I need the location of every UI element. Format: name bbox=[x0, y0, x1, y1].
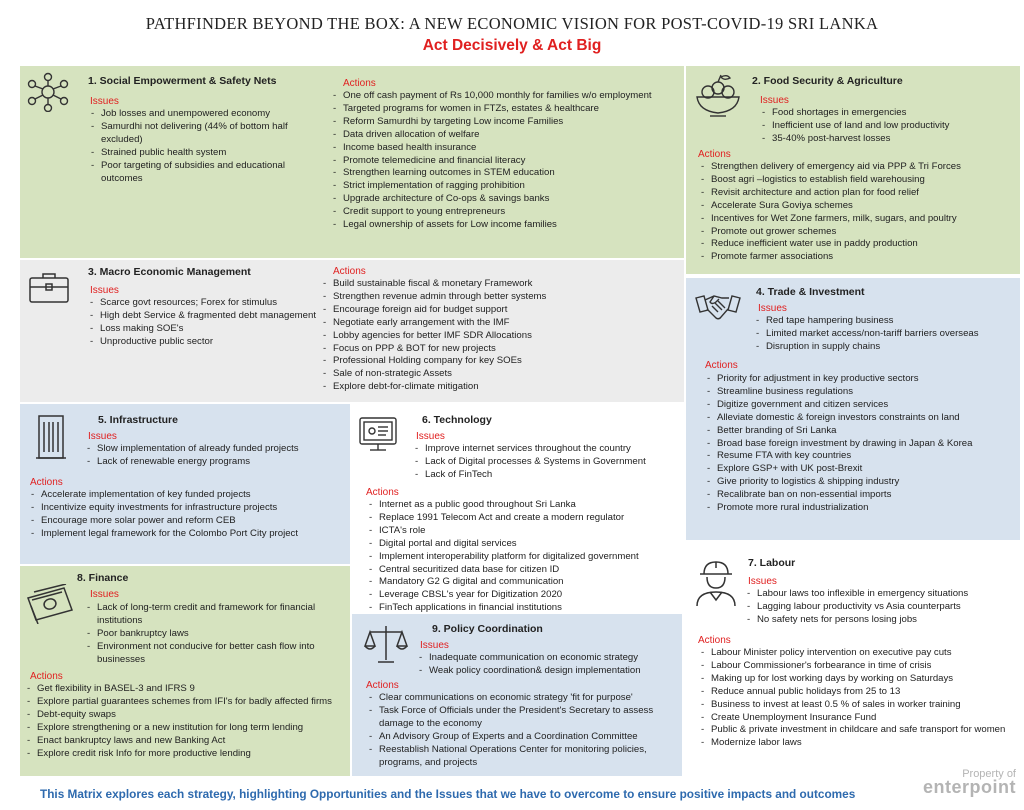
action-item: - Negotiate early arrangement with the IMF bbox=[320, 317, 660, 330]
money-icon bbox=[26, 584, 76, 624]
section-finance-actions bbox=[24, 683, 346, 760]
action-item: - Encourage more solar power and reform CEB bbox=[28, 515, 348, 528]
action-item: - Explore GSP+ with UK post-Brexit bbox=[704, 463, 1018, 476]
section-social-actions bbox=[330, 90, 660, 232]
issue-item: - Red tape hampering business bbox=[753, 315, 1015, 328]
issue-item: - Slow implementation of already funded projects bbox=[84, 443, 346, 456]
action-item: - Strict implementation of ragging prohibition bbox=[330, 180, 660, 193]
action-item: - Task Force of Officials under the President's Secretary to assess damage to the economy bbox=[366, 705, 678, 731]
action-item: - Reduce inefficient water use in paddy production bbox=[698, 238, 1016, 251]
action-item: - Promote telemedicine and financial literacy bbox=[330, 155, 660, 168]
issue-item: - Lagging labour productivity vs Asia counterparts bbox=[744, 601, 1016, 614]
section-finance-actions-label: Actions bbox=[30, 671, 63, 682]
section-tech bbox=[352, 404, 682, 612]
section-policy-issues-label: Issues bbox=[420, 640, 449, 651]
section-labour-actions bbox=[698, 647, 1008, 750]
action-item: - Implement legal framework for the Colombo Port City project bbox=[28, 528, 348, 541]
section-social-issues bbox=[88, 108, 328, 185]
section-finance-issues-label: Issues bbox=[90, 589, 119, 600]
action-item: - Accelerate implementation of key funded projects bbox=[28, 489, 348, 502]
section-trade-title: 4. Trade & Investment bbox=[756, 286, 865, 298]
action-item: - Targeted programs for women in FTZs, estates & healthcare bbox=[330, 103, 660, 116]
action-item: - Mandatory G2 G digital and communication bbox=[366, 576, 680, 589]
action-item: - Create Unemployment Insurance Fund bbox=[698, 712, 1008, 725]
action-item: - Implement interoperability platform for digitalized government bbox=[366, 551, 680, 564]
section-macro-title: 3. Macro Economic Management bbox=[88, 266, 251, 278]
issue-item: - Lack of renewable energy programs bbox=[84, 456, 346, 469]
issue-item: - Improve internet services throughout the country bbox=[412, 443, 680, 456]
issue-item: - No safety nets for persons losing jobs bbox=[744, 614, 1016, 627]
briefcase-icon bbox=[28, 270, 70, 304]
action-item: - An Advisory Group of Experts and a Coordination Committee bbox=[366, 731, 678, 744]
section-finance-title: 8. Finance bbox=[77, 572, 129, 584]
section-social-issues-label: Issues bbox=[90, 96, 119, 107]
action-item: - Give priority to logistics & shipping industry bbox=[704, 476, 1018, 489]
issue-item: - 35-40% post-harvest losses bbox=[759, 133, 1009, 146]
action-item: - Central securitized data base for citizen ID bbox=[366, 564, 680, 577]
section-macro-actions bbox=[320, 278, 660, 394]
issue-item: - Samurdhi not delivering (44% of bottom half excluded) bbox=[88, 121, 328, 147]
section-food bbox=[686, 66, 1020, 274]
section-food-actions-label: Actions bbox=[698, 149, 731, 160]
section-infra-actions bbox=[28, 489, 348, 541]
section-trade-actions-label: Actions bbox=[705, 360, 738, 371]
section-trade-actions bbox=[704, 373, 1018, 515]
section-finance-issues bbox=[84, 602, 346, 667]
computer-monitor-icon bbox=[356, 412, 400, 456]
action-item: - Broad base foreign investment by drawing in Japan & Korea bbox=[704, 438, 1018, 451]
action-item: - Income based health insurance bbox=[330, 142, 660, 155]
action-item: - Build sustainable fiscal & monetary Framework bbox=[320, 278, 660, 291]
building-icon bbox=[36, 412, 66, 460]
section-infra bbox=[20, 404, 350, 564]
issue-item: - Limited market access/non-tariff barriers overseas bbox=[753, 328, 1015, 341]
action-item: - Labour Minister policy intervention on executive pay cuts bbox=[698, 647, 1008, 660]
section-labour-title: 7. Labour bbox=[748, 557, 796, 569]
issue-item: - Environment not conducive for better cash flow into businesses bbox=[84, 641, 346, 667]
section-labour-issues bbox=[744, 588, 1016, 627]
watermark-line2: enterpoint bbox=[923, 777, 1016, 797]
section-food-title: 2. Food Security & Agriculture bbox=[752, 75, 903, 87]
section-tech-issues-label: Issues bbox=[416, 431, 445, 442]
action-item: - Promote more rural industrialization bbox=[704, 502, 1018, 515]
section-tech-actions-label: Actions bbox=[366, 487, 399, 498]
section-tech-title: 6. Technology bbox=[422, 414, 492, 426]
section-labour bbox=[686, 546, 1020, 774]
action-item: - Get flexibility in BASEL-3 and IFRS 9 bbox=[24, 683, 346, 696]
action-item: - Strengthen revenue admin through better systems bbox=[320, 291, 660, 304]
action-item: - FinTech applications in financial institutions bbox=[366, 602, 680, 612]
action-item: - Better branding of Sri Lanka bbox=[704, 425, 1018, 438]
section-social-actions-label: Actions bbox=[343, 78, 376, 89]
section-infra-actions-label: Actions bbox=[30, 477, 63, 488]
section-trade bbox=[686, 278, 1020, 540]
issue-item: - Poor bankruptcy laws bbox=[84, 628, 346, 641]
action-item: - Legal ownership of assets for Low income families bbox=[330, 219, 660, 232]
action-item: - Boost agri –logistics to establish field warehousing bbox=[698, 174, 1016, 187]
action-item: - Data driven allocation of welfare bbox=[330, 129, 660, 142]
action-item: - Explore strengthening or a new institution for long term lending bbox=[24, 722, 346, 735]
action-item: - Business to invest at least 0.5 % of sales in worker training bbox=[698, 699, 1008, 712]
section-macro-issues-label: Issues bbox=[90, 285, 119, 296]
action-item: - Promote farmer associations bbox=[698, 251, 1016, 264]
section-food-actions bbox=[698, 161, 1016, 264]
action-item: - Labour Commissioner's forbearance in time of crisis bbox=[698, 660, 1008, 673]
action-item: - Replace 1991 Telecom Act and create a modern regulator bbox=[366, 512, 680, 525]
section-macro-issues bbox=[87, 297, 317, 349]
section-trade-issues bbox=[753, 315, 1015, 354]
action-item: - Lobby agencies for better IMF SDR Allocations bbox=[320, 330, 660, 343]
section-food-issues bbox=[759, 107, 1009, 146]
action-item: - Encourage foreign aid for budget support bbox=[320, 304, 660, 317]
section-policy-actions bbox=[366, 692, 678, 769]
handshake-icon bbox=[694, 290, 742, 324]
action-item: - Recalibrate ban on non-essential imports bbox=[704, 489, 1018, 502]
action-item: - Focus on PPP & BOT for new projects bbox=[320, 343, 660, 356]
issue-item: - Weak policy coordination& design implementation bbox=[416, 665, 680, 678]
action-item: - Upgrade architecture of Co-ops & savings banks bbox=[330, 193, 660, 206]
action-item: - Promote out grower schemes bbox=[698, 226, 1016, 239]
section-policy-title: 9. Policy Coordination bbox=[432, 623, 543, 635]
watermark bbox=[923, 768, 1016, 797]
footer-note: This Matrix explores each strategy, highlighting Opportunities and the Issues that we have to overcome to ensure positive impacts and outcomes bbox=[40, 787, 856, 801]
section-macro bbox=[20, 260, 684, 402]
section-social bbox=[20, 66, 684, 258]
issue-item: - Scarce govt resources; Forex for stimulus bbox=[87, 297, 317, 310]
action-item: - Reestablish National Operations Center for monitoring policies, programs, and projects bbox=[366, 744, 678, 770]
worker-helmet-icon bbox=[694, 558, 738, 608]
action-item: - Public & private investment in childcare and safe transport for women bbox=[698, 724, 1008, 737]
issue-item: - Job losses and unempowered economy bbox=[88, 108, 328, 121]
issue-item: - Poor targeting of subsidies and educational outcomes bbox=[88, 160, 328, 186]
action-item: - Internet as a public good throughout Sri Lanka bbox=[366, 499, 680, 512]
issue-item: - Food shortages in emergencies bbox=[759, 107, 1009, 120]
action-item: - ICTA's role bbox=[366, 525, 680, 538]
action-item: - Streamline business regulations bbox=[704, 386, 1018, 399]
section-social-title: 1. Social Empowerment & Safety Nets bbox=[88, 75, 277, 87]
issue-item: - Disruption in supply chains bbox=[753, 341, 1015, 354]
issue-item: - Loss making SOE's bbox=[87, 323, 317, 336]
issue-item: - Inefficient use of land and low productivity bbox=[759, 120, 1009, 133]
issue-item: - Labour laws too inflexible in emergency situations bbox=[744, 588, 1016, 601]
action-item: - Sale of non-strategic Assets bbox=[320, 368, 660, 381]
action-item: - Credit support to young entrepreneurs bbox=[330, 206, 660, 219]
section-policy-actions-label: Actions bbox=[366, 680, 399, 691]
action-item: - Debt-equity swaps bbox=[24, 709, 346, 722]
action-item: - Digitize government and citizen services bbox=[704, 399, 1018, 412]
page-title: PATHFINDER BEYOND THE BOX: A NEW ECONOMIC VISION FOR POST-COVID-19 SRI LANKA bbox=[145, 14, 879, 33]
action-item: - Alleviate domestic & foreign investors constraints on land bbox=[704, 412, 1018, 425]
action-item: - Accelerate Sura Goviya schemes bbox=[698, 200, 1016, 213]
action-item: - Clear communications on economic strategy 'fit for purpose' bbox=[366, 692, 678, 705]
section-macro-actions-label: Actions bbox=[333, 266, 366, 277]
action-item: - One off cash payment of Rs 10,000 monthly for families w/o employment bbox=[330, 90, 660, 103]
section-policy bbox=[352, 614, 682, 776]
action-item: - Making up for lost working days by working on Saturdays bbox=[698, 673, 1008, 686]
action-item: - Resume FTA with key countries bbox=[704, 450, 1018, 463]
action-item: - Explore credit risk Info for more productive lending bbox=[24, 748, 346, 761]
issue-item: - High debt Service & fragmented debt management bbox=[87, 310, 317, 323]
section-infra-title: 5. Infrastructure bbox=[98, 414, 178, 426]
section-labour-issues-label: Issues bbox=[748, 576, 777, 587]
section-labour-actions-label: Actions bbox=[698, 635, 731, 646]
action-item: - Revisit architecture and action plan for food relief bbox=[698, 187, 1016, 200]
issue-item: - Strained public health system bbox=[88, 147, 328, 160]
section-tech-issues bbox=[412, 443, 680, 482]
section-trade-issues-label: Issues bbox=[758, 303, 787, 314]
action-item: - Digital portal and digital services bbox=[366, 538, 680, 551]
action-item: - Modernize labor laws bbox=[698, 737, 1008, 750]
section-policy-issues bbox=[416, 652, 680, 678]
network-people-icon bbox=[26, 72, 70, 112]
section-food-issues-label: Issues bbox=[760, 95, 789, 106]
action-item: - Reduce annual public holidays from 25 to 13 bbox=[698, 686, 1008, 699]
scales-icon bbox=[364, 622, 408, 666]
action-item: - Incentives for Wet Zone farmers, milk, sugars, and poultry bbox=[698, 213, 1016, 226]
fruit-bowl-icon bbox=[694, 72, 742, 118]
issue-item: - Lack of Digital processes & Systems in Government bbox=[412, 456, 680, 469]
action-item: - Professional Holding company for key SOEs bbox=[320, 355, 660, 368]
issue-item: - Unproductive public sector bbox=[87, 336, 317, 349]
section-finance bbox=[20, 566, 350, 776]
action-item: - Explore partial guarantees schemes from IFI's for badly affected firms bbox=[24, 696, 346, 709]
action-item: - Strengthen delivery of emergency aid via PPP & Tri Forces bbox=[698, 161, 1016, 174]
action-item: - Incentivize equity investments for infrastructure projects bbox=[28, 502, 348, 515]
action-item: - Enact bankruptcy laws and new Banking Act bbox=[24, 735, 346, 748]
section-infra-issues bbox=[84, 443, 346, 469]
section-infra-issues-label: Issues bbox=[88, 431, 117, 442]
action-item: - Priority for adjustment in key productive sectors bbox=[704, 373, 1018, 386]
issue-item: - Inadequate communication on economic strategy bbox=[416, 652, 680, 665]
action-item: - Leverage CBSL's year for Digitization 2020 bbox=[366, 589, 680, 602]
action-item: - Strengthen learning outcomes in STEM education bbox=[330, 167, 660, 180]
issue-item: - Lack of FinTech bbox=[412, 469, 680, 482]
page-subtitle: Act Decisively & Act Big bbox=[422, 37, 602, 54]
action-item: - Reform Samurdhi by targeting Low income Families bbox=[330, 116, 660, 129]
section-tech-actions bbox=[366, 499, 680, 612]
action-item: - Explore debt-for-climate mitigation bbox=[320, 381, 660, 394]
watermark-line1: Property of bbox=[962, 768, 1016, 780]
issue-item: - Lack of long-term credit and framework for financial institutions bbox=[84, 602, 346, 628]
